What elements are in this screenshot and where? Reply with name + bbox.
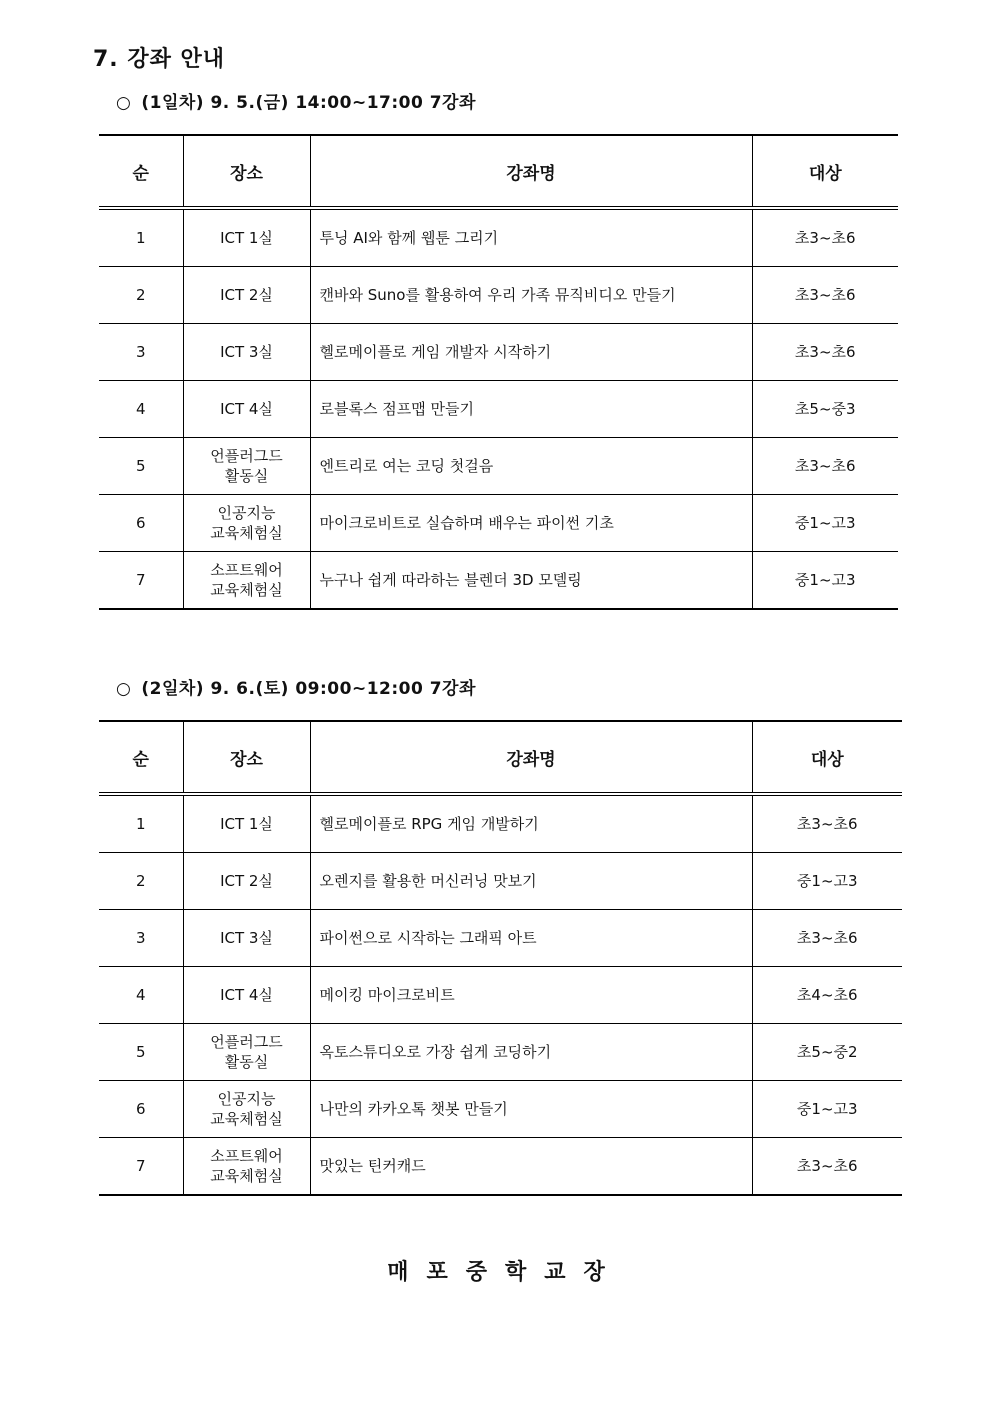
location-line: 언플러그드 <box>210 447 283 465</box>
header-title: 강좌명 <box>310 721 752 794</box>
table-row <box>99 438 898 495</box>
row-course-title: 누구나 쉽게 따라하는 블렌더 3D 모델링 <box>310 552 752 610</box>
location-line: ICT 3실 <box>220 929 273 947</box>
day2-heading <box>116 674 476 699</box>
row-target: 초3~초6 <box>752 208 898 267</box>
location-line: 교육체험실 <box>210 1167 283 1185</box>
table-row <box>99 1081 902 1138</box>
row-location <box>183 853 310 910</box>
row-target: 초3~초6 <box>752 794 902 853</box>
header-no: 순 <box>99 721 183 794</box>
location-line: ICT 4실 <box>220 986 273 1004</box>
location-line: ICT 3실 <box>220 343 273 361</box>
location-line: 인공지능 <box>217 1090 276 1108</box>
row-target: 초3~초6 <box>752 267 898 324</box>
row-location <box>183 1024 310 1081</box>
row-number: 4 <box>99 967 183 1024</box>
table-row <box>99 1024 902 1081</box>
row-target: 초3~초6 <box>752 910 902 967</box>
row-number: 6 <box>99 495 183 552</box>
day1-heading <box>116 88 476 113</box>
row-course-title: 로블록스 점프맵 만들기 <box>310 381 752 438</box>
header-target: 대상 <box>752 135 898 208</box>
row-number: 5 <box>99 438 183 495</box>
row-target: 중1~고3 <box>794 571 856 589</box>
row-number: 2 <box>99 853 183 910</box>
header-location: 장소 <box>183 135 310 208</box>
row-number: 7 <box>99 1138 183 1196</box>
table-row <box>99 853 902 910</box>
row-course-title: 옥토스튜디오로 가장 쉽게 코딩하기 <box>310 1024 752 1081</box>
row-target: 중1~고3 <box>752 1081 902 1138</box>
row-number: 3 <box>99 910 183 967</box>
row-number: 4 <box>99 381 183 438</box>
table-row <box>99 967 902 1024</box>
table-row <box>99 381 898 438</box>
location-line: 교육체험실 <box>210 524 283 542</box>
circle-bullet-icon: ○ <box>116 93 132 113</box>
location-line: ICT 1실 <box>220 229 273 247</box>
header-location: 장소 <box>183 721 310 794</box>
location-line: ICT 2실 <box>220 872 273 890</box>
row-number: 1 <box>99 794 183 853</box>
row-location <box>183 267 310 324</box>
row-course-title: 오렌지를 활용한 머신러닝 맛보기 <box>310 853 752 910</box>
table-row <box>99 495 898 552</box>
table-row <box>99 910 902 967</box>
day2-heading-text: (2일차) 9. 6.(토) 09:00~12:00 7강좌 <box>141 679 476 699</box>
row-location <box>183 438 310 495</box>
location-line: 활동실 <box>224 1053 269 1071</box>
row-location <box>183 495 310 552</box>
table-row <box>99 552 898 610</box>
row-course-title: 헬로메이플로 RPG 게임 개발하기 <box>310 794 752 853</box>
table-row <box>99 267 898 324</box>
row-course-title: 헬로메이플로 게임 개발자 시작하기 <box>310 324 752 381</box>
row-location <box>183 552 310 610</box>
row-number: 6 <box>99 1081 183 1138</box>
row-course-title: 파이썬으로 시작하는 그래픽 아트 <box>310 910 752 967</box>
row-location <box>183 1081 310 1138</box>
row-location <box>183 208 310 267</box>
row-location <box>183 794 310 853</box>
table-row <box>99 208 898 267</box>
row-location <box>183 1138 310 1196</box>
table-row <box>99 1138 902 1196</box>
row-location <box>183 324 310 381</box>
location-line: 언플러그드 <box>210 1033 283 1051</box>
row-target: 초5~중3 <box>752 381 898 438</box>
day1-heading-text: (1일차) 9. 5.(금) 14:00~17:00 7강좌 <box>141 93 476 113</box>
row-course-title: 투닝 AI와 함께 웹툰 그리기 <box>310 208 752 267</box>
row-location <box>183 967 310 1024</box>
row-target: 초4~초6 <box>752 967 902 1024</box>
school-name: 매포중학교장 <box>387 1260 623 1285</box>
row-location <box>183 381 310 438</box>
location-line: 소프트웨어 <box>210 1147 283 1165</box>
row-target: 초3~초6 <box>752 438 898 495</box>
header-title: 강좌명 <box>310 135 752 208</box>
row-number: 7 <box>99 552 183 610</box>
table-row <box>99 324 898 381</box>
day2-course-table <box>99 720 902 1196</box>
location-line: 활동실 <box>224 467 269 485</box>
location-line: ICT 2실 <box>220 286 273 304</box>
row-number: 5 <box>99 1024 183 1081</box>
row-course-title: 메이킹 마이크로비트 <box>310 967 752 1024</box>
day1-course-table <box>99 134 898 610</box>
header-no: 순 <box>99 135 183 208</box>
row-course-title: 맛있는 틴커캐드 <box>310 1138 752 1196</box>
row-number: 2 <box>99 267 183 324</box>
location-line: 교육체험실 <box>210 1110 283 1128</box>
row-target: 초3~초6 <box>796 1157 858 1175</box>
row-target: 초5~중2 <box>752 1024 902 1081</box>
header-target: 대상 <box>752 721 902 794</box>
row-number: 3 <box>99 324 183 381</box>
row-target: 초3~초6 <box>752 324 898 381</box>
row-course-title: 캔바와 Suno를 활용하여 우리 가족 뮤직비디오 만들기 <box>310 267 752 324</box>
location-line: ICT 4실 <box>220 400 273 418</box>
row-target: 중1~고3 <box>752 495 898 552</box>
location-line: ICT 1실 <box>220 815 273 833</box>
location-line: 소프트웨어 <box>210 561 283 579</box>
section-title: 7. 강좌 안내 <box>93 47 225 72</box>
row-course-title: 마이크로비트로 실습하며 배우는 파이썬 기초 <box>310 495 752 552</box>
table-row <box>99 794 902 853</box>
location-line: 교육체험실 <box>210 581 283 599</box>
row-target: 중1~고3 <box>752 853 902 910</box>
circle-bullet-icon: ○ <box>116 679 132 699</box>
row-location <box>183 910 310 967</box>
row-number: 1 <box>99 208 183 267</box>
row-course-title: 엔트리로 여는 코딩 첫걸음 <box>310 438 752 495</box>
location-line: 인공지능 <box>217 504 276 522</box>
row-course-title: 나만의 카카오톡 챗봇 만들기 <box>310 1081 752 1138</box>
